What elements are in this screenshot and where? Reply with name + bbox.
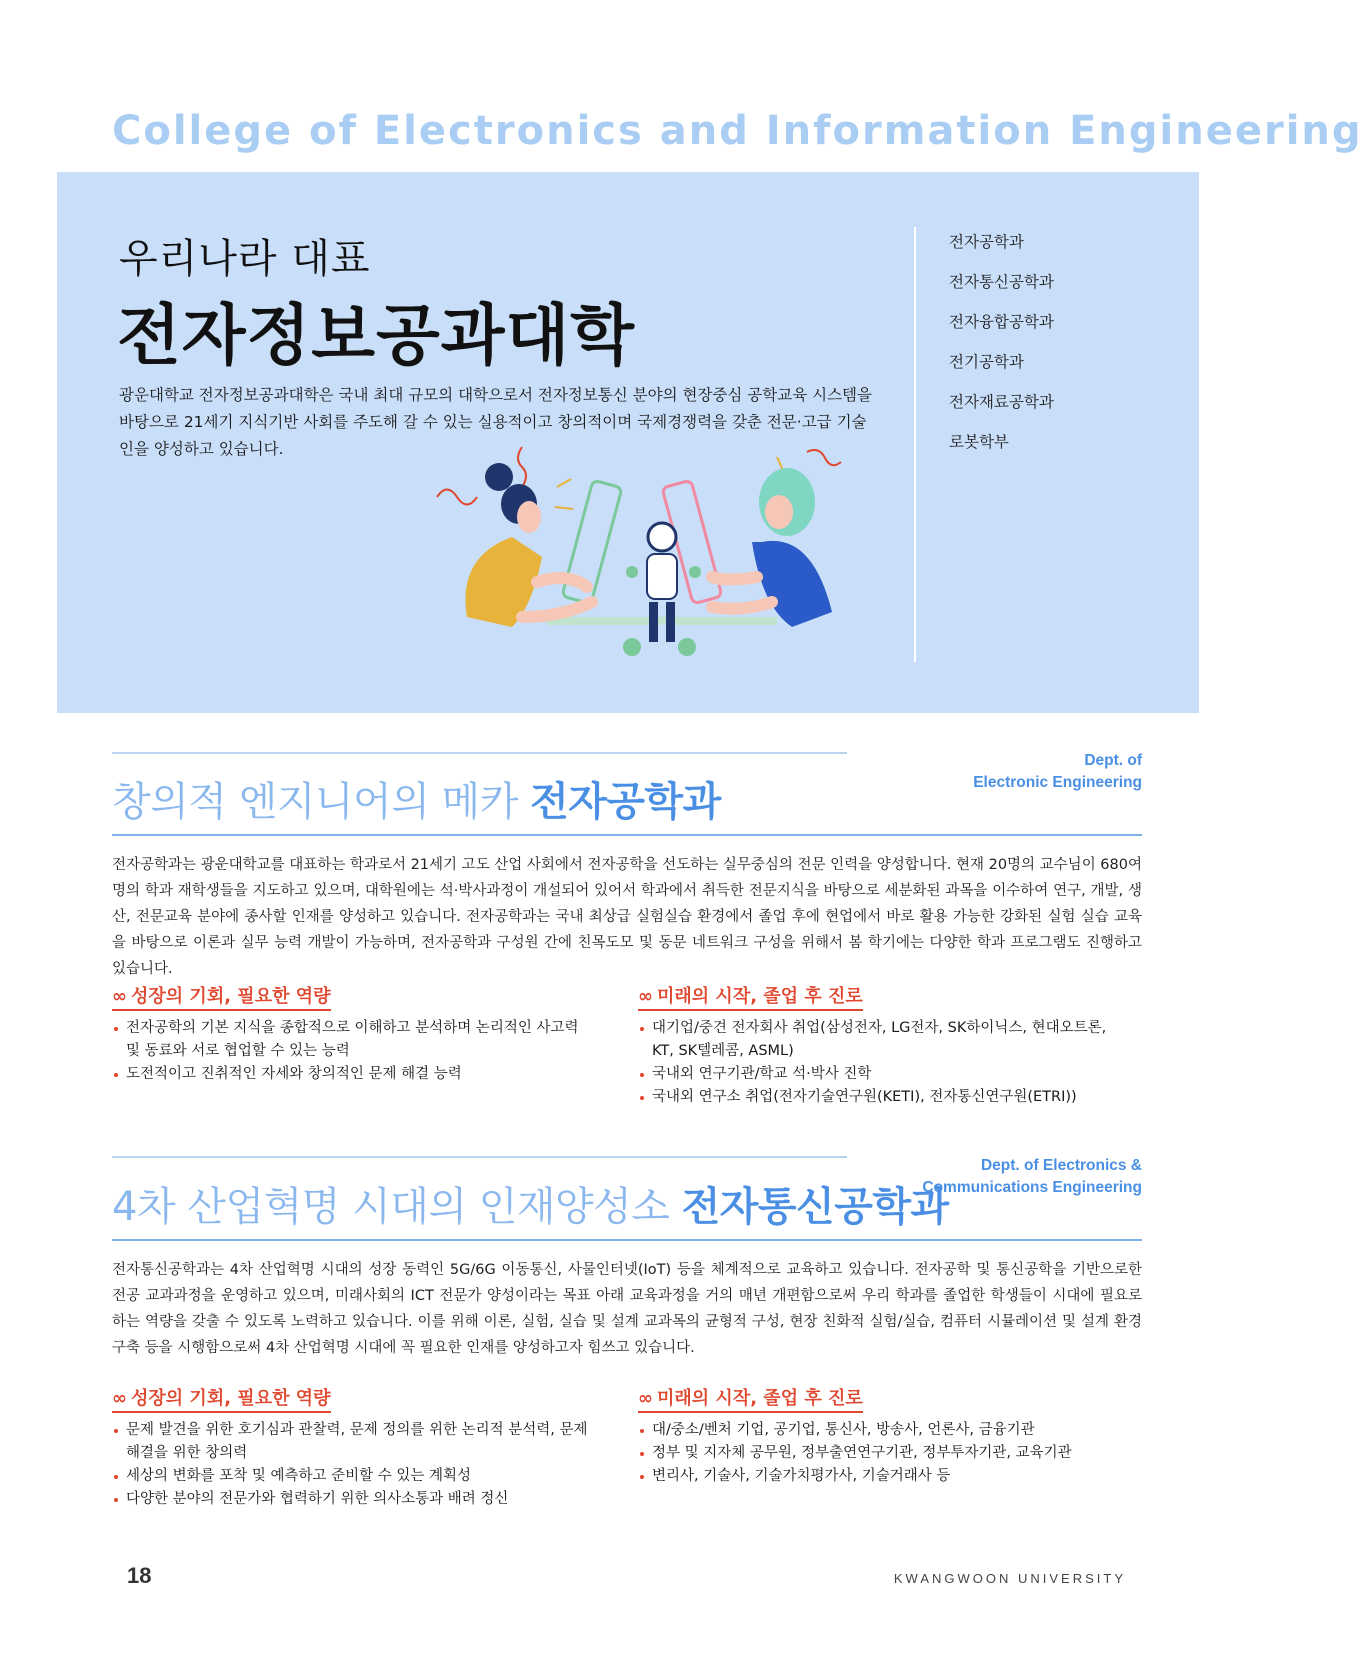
list-item: 국내외 연구기관/학교 석·박사 진학: [638, 1063, 1118, 1086]
section-heading: [112, 770, 721, 827]
section-divider: [112, 752, 847, 754]
list-item: 도전적이고 진취적인 자세와 창의적인 문제 해결 능력: [112, 1063, 592, 1086]
section-body: 전자공학과는 광운대학교를 대표하는 학과로서 21세기 고도 산업 사회에서 전자공학을 선도하는 실무중심의 전문 인력을 양성합니다. 현재 20명의 교수님이 680여 명의 학과 재학생들을 지도하고 있으며, 대학원에는 석·박사과정이 개설되어 있어서 학과에서 취득한 전문지식을 바탕으로 세분화된 과목을 이수하여 연구, 개발, 생산, 전문교육 분야에 종사할 인재를 양성하고 있습니다. 전자공학과는 국내 최상급 실험실습 환경에서 졸업 후에 현업에서 바로 활용 가능한 강화된 실험 실습 교육을 바탕으로 이론과 실무 능력 개발이 가능하며, 전자공학과 구성원 간에 친목도모 및 동문 네트워크 구성을 위해서 봄 학기에는 다양한 학과 프로그램도 진행하고 있습니다.: [112, 857, 1142, 977]
dept-english-name: [922, 1155, 1142, 1199]
list-item: 다양한 분야의 전문가와 협력하기 위한 의사소통과 배려 정신: [112, 1488, 592, 1511]
engineers-robot-illustration: [427, 442, 897, 692]
competency-list: [112, 1017, 592, 1086]
department-item: 전자재료공학과: [949, 393, 1054, 411]
competency-block: [112, 982, 592, 1086]
list-item: 정부 및 지자체 공무원, 정부출연연구기관, 정부투자기관, 교육기관: [638, 1442, 1118, 1465]
career-block: [638, 982, 1118, 1109]
competency-block: [112, 1384, 592, 1511]
career-heading: ∞ 미래의 시작, 졸업 후 진로: [638, 982, 863, 1011]
department-list: [949, 222, 1054, 462]
competency-heading: ∞ 성장의 기회, 필요한 역량: [112, 982, 331, 1011]
infinity-icon: ∞: [112, 986, 127, 1007]
hero-title: 전자정보공과대학: [117, 297, 636, 374]
list-item: 전자공학의 기본 지식을 종합적으로 이해하고 분석하며 논리적인 사고력 및 동료와 서로 협업할 수 있는 능력: [112, 1017, 592, 1063]
dept-english-name: [973, 750, 1142, 794]
competency-list: [112, 1419, 592, 1511]
section-underline: [112, 834, 1142, 836]
list-item: 국내외 연구소 취업(전자기술연구원(KETI), 전자통신연구원(ETRI)): [638, 1086, 1118, 1109]
college-english-title: College of Electronics and Information Engineering: [112, 108, 1363, 154]
infinity-icon: ∞: [112, 1388, 127, 1409]
hero-panel: [57, 172, 1199, 713]
department-item: 로봇학부: [949, 433, 1009, 451]
career-block: [638, 1384, 1118, 1488]
section-heading: [112, 1175, 949, 1232]
section-divider: [112, 1156, 847, 1158]
dept-english-line: Dept. of Electronics &: [980, 1157, 1142, 1174]
infinity-icon: ∞: [638, 1388, 653, 1409]
list-item: 문제 발견을 위한 호기심과 관찰력, 문제 정의를 위한 논리적 분석력, 문제 해결을 위한 창의력: [112, 1419, 592, 1465]
section-underline: [112, 1239, 1142, 1241]
footer-university: KWANGWOON UNIVERSITY: [893, 1571, 1126, 1586]
hero-subtitle: 우리나라 대표: [119, 236, 371, 282]
hero-description: 광운대학교 전자정보공과대학은 국내 최대 규모의 대학으로서 전자정보통신 분야의 현장중심 공학교육 시스템을 바탕으로 21세기 지식기반 사회를 주도해 갈 수 있는 실용적이고 창의적이며 국제경쟁력을 갖춘 전문·고급 기술인을 양성하고 있습니다.: [119, 386, 873, 458]
career-list: [638, 1419, 1118, 1488]
heading-light: 창의적 엔지니어의 메카: [112, 779, 518, 825]
career-heading: ∞ 미래의 시작, 졸업 후 진로: [638, 1384, 863, 1413]
dept-english-line: Communications Engineering: [922, 1179, 1142, 1196]
department-item: 전자융합공학과: [949, 313, 1054, 331]
infinity-icon: ∞: [638, 986, 653, 1007]
section-body: 전자통신공학과는 4차 산업혁명 시대의 성장 동력인 5G/6G 이동통신, 사물인터넷(IoT) 등을 체계적으로 교육하고 있습니다. 전자공학 및 통신공학을 기반으로한 전공 교과과정을 운영하고 있으며, 미래사회의 ICT 전문가 양성이라는 목표 아래 교육과정을 거의 매년 개편함으로써 우리 학과를 졸업한 학생들이 시대에 필요로 하는 역량을 갖출 수 있도록 노력하고 있습니다. 이를 위해 이론, 실험, 실습 및 설계 교과목의 균형적 구성, 현장 친화적 실험/실습, 컴퓨터 시뮬레이션 및 설계 환경 구축 등을 시행함으로써 4차 산업혁명 시대에 꼭 필요한 인재를 양성하고자 힘쓰고 있습니다.: [112, 1262, 1142, 1356]
dept-english-line: Electronic Engineering: [973, 774, 1142, 791]
department-item: 전자통신공학과: [949, 273, 1054, 291]
list-item: 대기업/중견 전자회사 취업(삼성전자, LG전자, SK하이닉스, 현대오트론, KT, SK텔레콤, ASML): [638, 1017, 1118, 1063]
department-item: 전기공학과: [949, 353, 1024, 371]
career-list: [638, 1017, 1118, 1109]
hero-divider: [914, 227, 916, 662]
list-item: 세상의 변화를 포착 및 예측하고 준비할 수 있는 계획성: [112, 1465, 592, 1488]
heading-dept: 전자통신공학과: [681, 1184, 949, 1230]
department-item: 전자공학과: [949, 233, 1024, 251]
heading-dept: 전자공학과: [530, 779, 721, 825]
dept-english-line: Dept. of: [1084, 752, 1142, 769]
page-number: 18: [127, 1563, 152, 1588]
competency-heading: ∞ 성장의 기회, 필요한 역량: [112, 1384, 331, 1413]
list-item: 대/중소/벤처 기업, 공기업, 통신사, 방송사, 언론사, 금융기관: [638, 1419, 1118, 1442]
list-item: 변리사, 기술사, 기술가치평가사, 기술거래사 등: [638, 1465, 1118, 1488]
heading-light: 4차 산업혁명 시대의 인재양성소: [112, 1184, 670, 1230]
